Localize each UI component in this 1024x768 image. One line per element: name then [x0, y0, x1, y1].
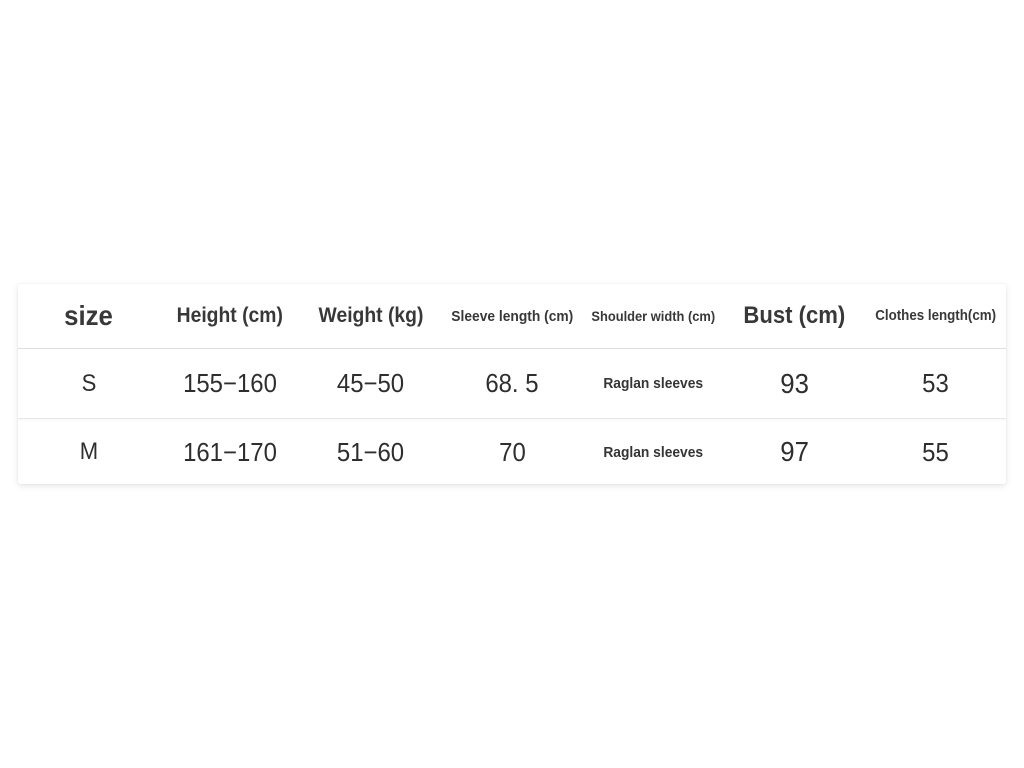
- cell-clothes-length: 55: [922, 436, 949, 467]
- cell-weight: 45−50: [337, 368, 405, 398]
- cell-shoulder-width: Raglan sleeves: [603, 443, 703, 461]
- cell-weight: 51−60: [337, 436, 405, 467]
- column-header-height: Height (cm): [176, 304, 283, 327]
- cell-bust: 97: [779, 436, 809, 467]
- column-header-size: size: [64, 300, 113, 331]
- table-row-size-m: [18, 419, 1006, 485]
- cell-height: 155−160: [182, 368, 277, 398]
- cell-height: 161−170: [182, 436, 277, 467]
- cell-sleeve-length: 68. 5: [485, 368, 539, 398]
- size-chart-header-row: [18, 284, 1006, 349]
- column-header-weight: Weight (kg): [318, 304, 424, 327]
- cell-size: M: [79, 438, 98, 465]
- table-row-size-s: [18, 349, 1006, 419]
- cell-sleeve-length: 70: [498, 436, 526, 467]
- column-header-bust: Bust (cm): [743, 302, 846, 329]
- cell-size: S: [81, 369, 96, 397]
- cell-bust: 93: [779, 367, 809, 399]
- column-header-sleeve-length: Sleeve length (cm): [451, 307, 573, 325]
- column-header-clothes-length: Clothes length(cm): [875, 308, 996, 324]
- size-chart-card: [18, 284, 1006, 484]
- cell-shoulder-width: Raglan sleeves: [603, 375, 703, 392]
- column-header-shoulder-width: Shoulder width (cm): [591, 308, 716, 324]
- cell-clothes-length: 53: [922, 368, 949, 398]
